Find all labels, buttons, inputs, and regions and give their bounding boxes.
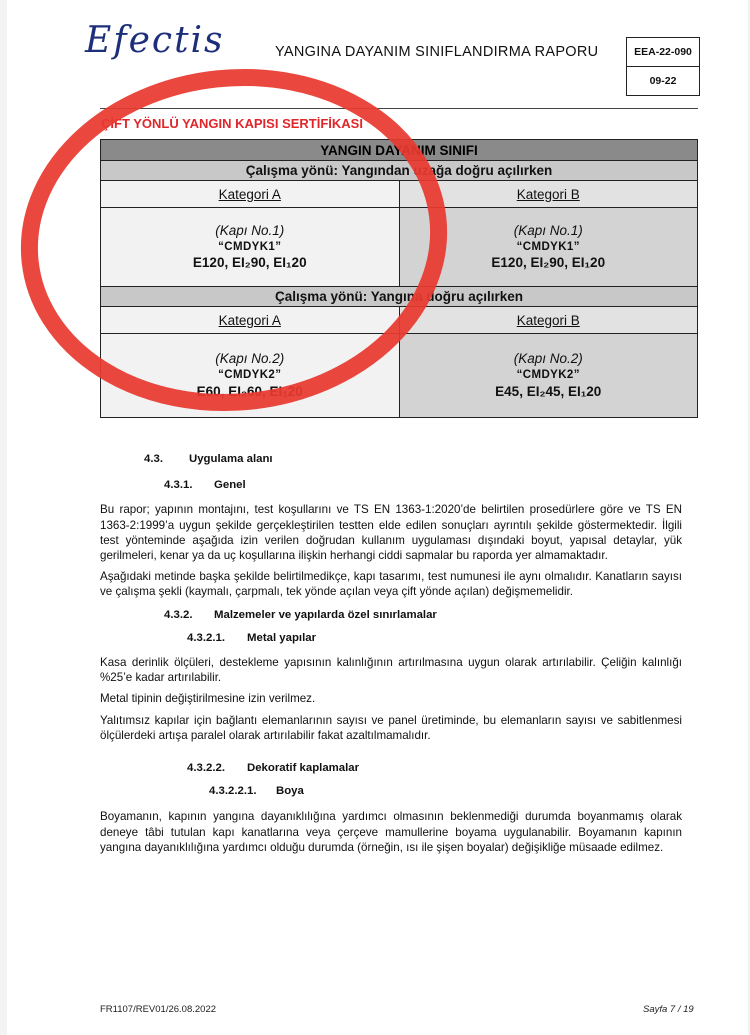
section-number: 4.3.1. [164,479,193,492]
door-model: “CMDYK2” [516,369,580,382]
paragraph-metal-2: Metal tipinin değiştirilmesine izin verilmez. [100,692,316,706]
category-label: Kategori B [516,186,580,202]
section-number: 4.3.2.2.1. [209,785,257,798]
door-cell-1a [101,208,400,287]
door-number: (Kapı No.2) [215,351,285,367]
door-cell-2b [399,334,698,418]
footer-page-number: Sayfa 7 / 19 [643,1004,694,1015]
door-model: “CMDYK1” [516,240,580,253]
category-label: Kategori B [516,312,580,328]
category-label: Kategori A [218,186,281,202]
direction-heading-2: Çalışma yönü: Yangına doğru açılırken [101,287,698,307]
report-title: YANGINA DAYANIM SINIFLANDIRMA RAPORU [275,44,599,60]
paragraph-paint: Boyamanın, kapının yangına dayanıklılığına yardımcı olmasının beklenmediği durumda boyanmamış olarak deneye tâbi tutulan kapı kanatlarına veya çerçeve mamullerine boyama uygulanabilir. Boyamanın kapının yangına dayanıklılığına yardımcı olduğu durumda (örneğin, ısı ile şişen boyalar) değişikliğe müsaade edilmez. [100,810,682,854]
section-number: 4.3.2.1. [187,631,225,644]
section-title: Genel [214,479,246,492]
report-code-box [626,37,700,96]
section-title: Dekoratif kaplamalar [247,762,360,775]
door-cell-2a [101,334,400,418]
door-number: (Kapı No.1) [513,222,583,238]
fire-rating: E45, EI₂45, EI₁20 [495,383,602,399]
footer-form-code: FR1107/REV01/26.08.2022 [100,1004,217,1015]
direction-heading-1: Çalışma yönü: Yangından uzağa doğru açılırken [101,161,698,181]
section-4-3-2-1-heading [187,631,682,646]
section-title: Metal yapılar [247,631,317,644]
certificate-title: ÇİFT YÖNLÜ YANGIN KAPISI SERTİFİKASI [101,116,363,131]
paragraph-metal-1: Kasa derinlik ölçüleri, destekleme yapısının kalınlığının artırılmasına uygun olarak artırılabilir. Çeliğin kalınlığı %25’e kadar artırılabilir. [100,656,682,685]
fire-rating: E60, EI₂60, EI₁20 [196,383,303,399]
category-a-header-1 [101,181,400,208]
report-date: 09-22 [627,66,699,95]
door-number: (Kapı No.1) [215,222,285,238]
logo-text: Efectis [85,20,225,61]
category-b-header-1 [399,181,698,208]
category-a-header-2 [101,307,400,334]
report-body [100,452,682,861]
section-title: Uygulama alanı [189,453,273,465]
category-b-header-2 [399,307,698,334]
door-cell-1b [399,208,698,287]
table-title: YANGIN DAYANIM SINIFI [101,140,698,161]
category-label: Kategori A [218,312,281,328]
section-title: Boya [276,785,304,798]
header-divider [100,108,698,109]
section-4-3-2-heading [164,608,682,623]
paragraph-metal-3: Yalıtımsız kapılar için bağlantı elemanlarının sayısı ve panel üretiminde, bu elemanların sayısı ve sabitlenmesi ölçülerdeki artışa paralel olarak artırılabilir fakat azaltılmamalıdır. [100,713,682,742]
door-number: (Kapı No.2) [513,351,583,367]
door-model: “CMDYK2” [218,369,282,382]
fire-rating: E120, EI₂90, EI₁20 [491,255,606,271]
section-number: 4.3.2.2. [187,762,225,775]
door-model: “CMDYK1” [218,240,282,253]
section-4-3-heading [144,452,682,467]
section-number: 4.3. [144,453,163,465]
section-number: 4.3.2. [164,608,193,621]
report-code: EEA-22-090 [634,46,692,58]
section-4-3-2-2-heading [187,761,682,776]
fire-resistance-table [100,139,698,418]
paragraph-general-2: Aşağıdaki metinde başka şekilde belirtilmedikçe, kapı tasarımı, test numunesi ile aynı olmalıdır. Kanatların sayısı ve çalışma şekli (kaymalı, çarpmalı, tek yönde açılan veya çift yönde açılan) değişmemelidir. [100,570,682,599]
efectis-logo [85,20,225,61]
document-page [7,0,748,1035]
section-4-3-1-heading [164,478,682,493]
section-title: Malzemeler ve yapılarda özel sınırlamalar [214,608,437,621]
section-4-3-2-2-1-heading [209,784,682,799]
fire-rating: E120, EI₂90, EI₁20 [192,255,307,271]
paragraph-general-1: Bu rapor; yapının montajını, test koşullarını ve TS EN 1363-1:2020’de belirtilen prosedürlere göre ve TS EN 1363-2:1999’a uygun şekilde gerçekleştirilen testten elde edilen sonuçları ayrıntılı şekilde göstermektedir. İlgili test yönteminde aşağıda izin verilen doğrudan kullanım uygulaması dışındaki boyut, yapısal detaylar, yük gerilmeleri, kenar ya da uç koşullarına ilişkin herhangi ciddi sapmalar bu raporda yer almamaktadır. [100,503,682,563]
